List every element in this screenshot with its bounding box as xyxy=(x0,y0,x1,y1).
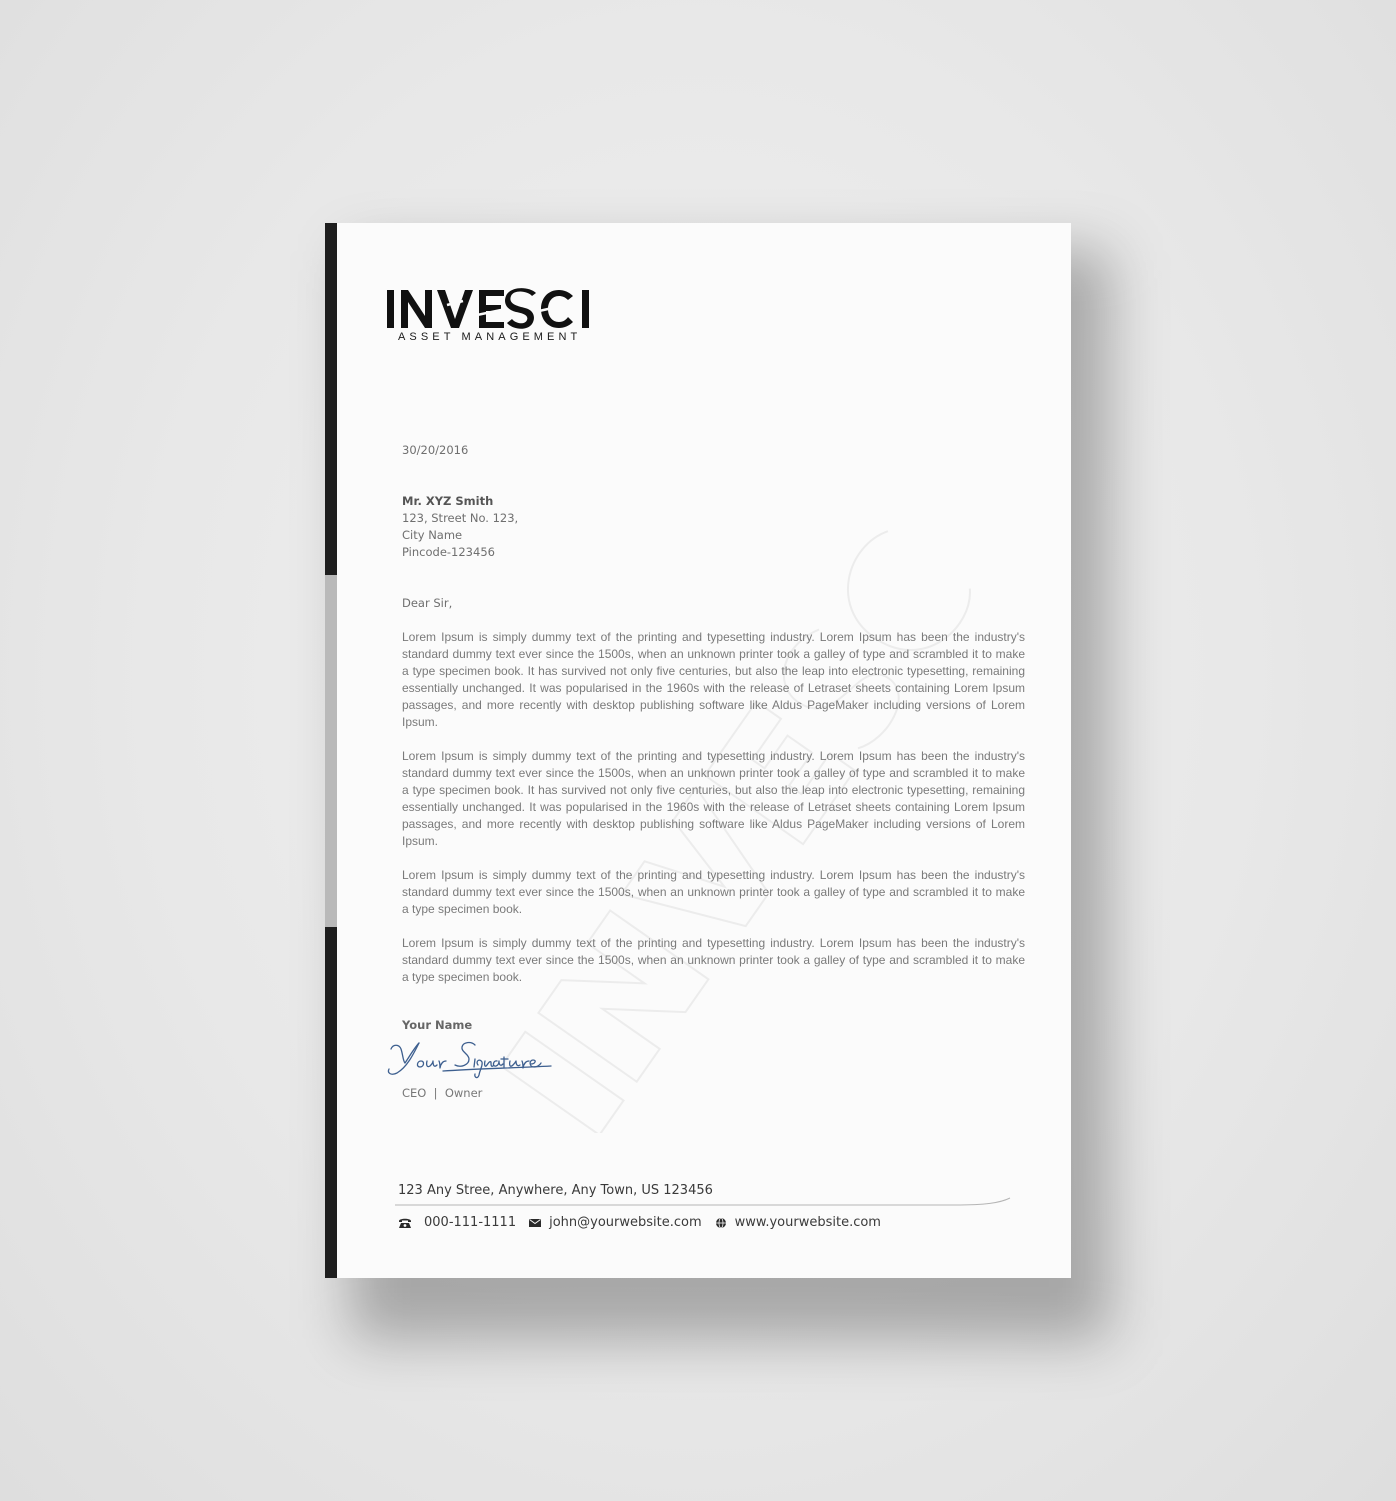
body-paragraph: Lorem Ipsum is simply dummy text of the printing and typesetting industry. Lorem Ipsum has been the industry's standard dummy text ever since the 1500s, when an unknown printer took a galley of type and scrambled it to make a type specimen book. xyxy=(402,936,1025,984)
body-paragraph: Lorem Ipsum is simply dummy text of the printing and typesetting industry. Lorem Ipsum has been the industry's standard dummy text ever since the 1500s, when an unknown printer took a galley of type and scrambled it to make a type specimen book. It has survived not only five centuries, but also the leap into electronic typesetting, remaining essentially unchanged. It was popularised in the 1960s with the release of Letraset sheets containing Lorem Ipsum passages, and more recently with desktop publishing software like Aldus PageMaker including versions of Lorem Ipsum. xyxy=(402,630,1025,729)
phone-icon xyxy=(398,1217,412,1229)
sender-role: CEO | Owner xyxy=(402,1086,483,1100)
contact-email[interactable] xyxy=(528,1215,702,1230)
greeting: Dear Sir, xyxy=(402,596,453,610)
sender-name: Your Name xyxy=(402,1018,473,1032)
handwritten-signature xyxy=(383,1035,563,1081)
body-paragraph: Lorem Ipsum is simply dummy text of the printing and typesetting industry. Lorem Ipsum has been the industry's standard dummy text ever since the 1500s, when an unknown printer took a galley of type and scrambled it to make a type specimen book. xyxy=(402,868,1025,916)
letterhead-page xyxy=(325,223,1071,1278)
edge-bar-middle xyxy=(325,575,337,927)
edge-bar-bottom xyxy=(325,927,337,1278)
company-logo xyxy=(385,285,609,343)
recipient-name: Mr. XYZ Smith xyxy=(402,494,494,508)
edge-bar-top xyxy=(325,223,337,575)
letter-body xyxy=(402,629,1025,1003)
logo-tagline: ASSET MANAGEMENT xyxy=(398,331,582,343)
envelope-icon xyxy=(528,1217,542,1229)
globe-icon xyxy=(714,1217,728,1229)
footer-divider xyxy=(395,1195,1015,1209)
footer-contacts xyxy=(398,1215,893,1230)
recipient-street: 123, Street No. 123, xyxy=(402,511,519,525)
phone-number: 000-111-1111 xyxy=(424,1215,517,1230)
contact-phone xyxy=(398,1215,516,1230)
email-address: john@yourwebsite.com xyxy=(549,1215,702,1230)
recipient-city: City Name xyxy=(402,528,463,542)
contact-website[interactable] xyxy=(714,1215,881,1230)
logo-wordmark xyxy=(385,285,609,333)
footer-address: 123 Any Stree, Anywhere, Any Town, US 123456 xyxy=(398,1183,713,1198)
letter-date: 30/20/2016 xyxy=(402,443,469,457)
website-url: www.yourwebsite.com xyxy=(734,1215,881,1230)
body-paragraph: Lorem Ipsum is simply dummy text of the printing and typesetting industry. Lorem Ipsum has been the industry's standard dummy text ever since the 1500s, when an unknown printer took a galley of type and scrambled it to make a type specimen book. It has survived not only five centuries, but also the leap into electronic typesetting, remaining essentially unchanged. It was popularised in the 1960s with the release of Letraset sheets containing Lorem Ipsum passages, and more recently with desktop publishing software like Aldus PageMaker including versions of Lorem Ipsum. xyxy=(402,749,1025,848)
recipient-block xyxy=(402,493,518,561)
recipient-pincode: Pincode-123456 xyxy=(402,545,495,559)
